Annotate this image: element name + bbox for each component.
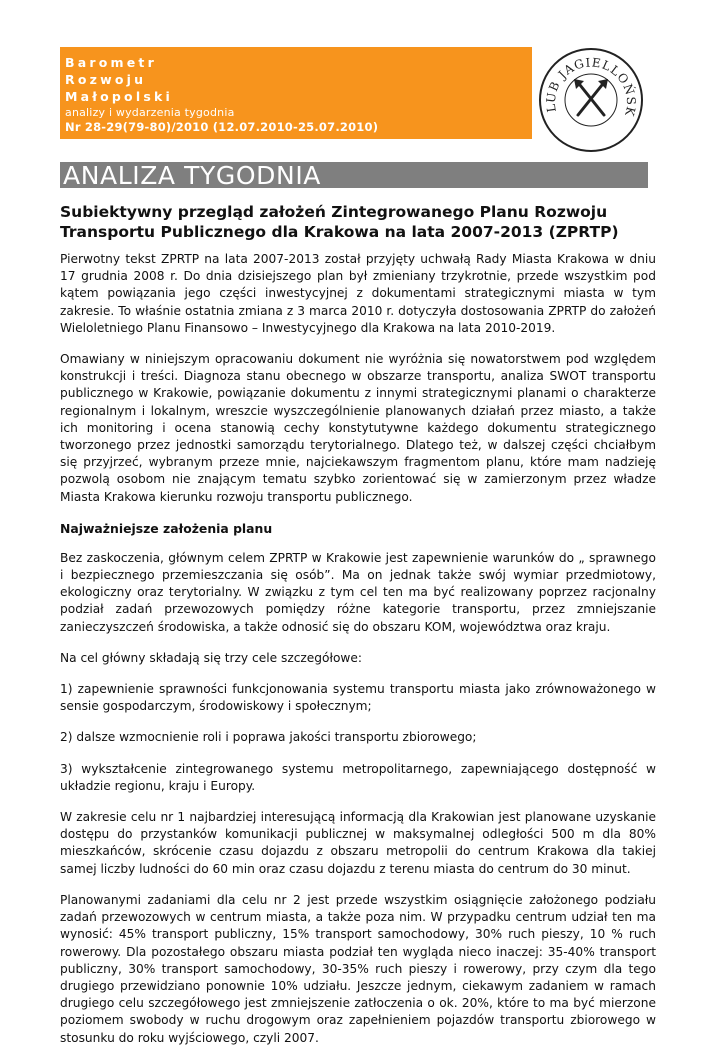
paragraph-1: Pierwotny tekst ZPRTP na lata 2007-2013 został przyjęty uchwałą Rady Miasta Krakowa w dniu 17 grudnia 2008 r. Do dnia dzisiejszego plan był zmieniany trzykrotnie, przede wszystkim pod kątem powiązania jego części inwestycyjnej z dokumentami strategicznymi miasta w tym zakresie. To właśnie ostatnia zmiana z 3 marca 2010 r. dotyczyła dostosowania ZPRTP do założeń Wieloletniego Planu Finansowo – Inwestycyjnego dla Krakowa na lata 2010-2019. (60, 252, 656, 335)
issue-number: Nr 28-29(79-80)/2010 (12.07.2010-25.07.2010) (65, 120, 379, 134)
paragraph-5: W zakresie celu nr 1 najbardziej interesującą informacją dla Krakowian jest planowane uzyskanie dostępu do przystanków komunikacji publicznej w maksymalnej odległości 500 m dla 80% mieszkańców, skrócenie czasu dojazdu z obszaru metropolii do centrum Krakowa dla takiej samej liczby ludności do 60 min oraz czasu dojazdu z terenu miasta do centrum do 30 minut. (60, 810, 656, 876)
brand-line-2: Rozwoju (65, 72, 147, 87)
paragraph-4: Na cel główny składają się trzy cele szczegółowe: (60, 650, 362, 665)
header-subtitle: analizy i wydarzenia tygodnia (65, 106, 235, 119)
banner-text: ANALIZA TYGODNIA (63, 161, 322, 190)
paragraph-2: Omawiany w niniejszym opracowaniu dokument nie wyróżnia się nowatorstwem pod względem konstrukcji i treści. Diagnoza stanu obecnego w obszarze transportu, analiza SWOT transportu publicznego w Krakowie, powiązanie dokumentu z innymi strategicznymi planami o charakterze regionalnym i lokalnym, wreszcie wyszczególnienie planowanych działań przez miasto, a także ich monitoring i ocena stanowią cechy konstytutywne każdego dokumentu strategicznego tworzonego przez jednostki samorządu terytorialnego. Dlatego też, w dalszej części chciałbym się przyjrzeć, wybranym przeze mnie, najciekawszym fragmentom planu, które mam nadzieję pozwolą osobom nie znającym tematu szybko zorientować się w zamierzonym przez władze Miasta Krakowa kierunku rozwoju transportu publicznego. (60, 352, 656, 504)
list-item-2: 2) dalsze wzmocnienie roli i poprawa jakości transportu zbiorowego; (60, 730, 477, 745)
list-item-1: 1) zapewnienie sprawności funkcjonowania systemu transportu miasta jako zrównoważonego w sensie gospodarczym, środowiskowy i społecznym; (60, 682, 656, 714)
brand-line-1: Barometr (65, 55, 157, 70)
logo-emblem-icon (538, 47, 644, 153)
brand-line-3: Małopolski (65, 89, 173, 104)
list-item-3: 3) wykształcenie zintegrowanego systemu metropolitarnego, zapewniającego dostępność w układzie regionu, kraju i Europy. (60, 761, 656, 793)
paragraph-6: Planowanymi zadaniami dla celu nr 2 jest przede wszystkim osiągnięcie założonego podziału zadań przewozowych w centrum miasta, a także poza nim. W przypadku centrum udział ten ma wynosić: 45% transport publiczny, 15% transport samochodowy, 30% ruch pieszy, 10 % ruch rowerowy. Dla pozostałego obszaru miasta podział ten wygląda nieco inaczej: 35-40% transport publiczny, 30% transport samochodowy, 30-35% ruch pieszy i rowerowy, przy czym dla tego drugiego przewidziano ponownie 10% udziału. Jeszcze jednym, ciekawym zadaniem w ramach drugiego celu szczegółowego jest zmniejszenie zatłoczenia o ok. 20%, które to ma być mierzone poziomem swobody w ruchu drogowym oraz zapełnieniem pojazdów transportu zbiorowego w stosunku do roku wyjściowego, czyli 2007. (60, 892, 656, 1045)
article-title: Subiektywny przegląd założeń Zintegrowanego Planu Rozwoju Transportu Publicznego dla Krakowa na lata 2007-2013 (ZPRTP) (60, 203, 619, 241)
section-heading: Najważniejsze założenia planu (60, 520, 273, 536)
logo-text: LUB JAGIELLOŃSK (543, 55, 639, 119)
section-banner (60, 162, 648, 188)
paragraph-3: Bez zaskoczenia, głównym celem ZPRTP w Krakowie jest zapewnienie warunków do „ sprawnego i bezpiecznego przemieszczania się osób”. Ma on jednak także swój wymiar przedmiotowy, ekologiczny oraz terytorialny. W związku z tym cel ten ma być realizowany poprzez racjonalny podział zadań przewozowych pomiędzy różne kategorie transportu, przez zmniejszanie zanieczyszczeń środowiska, a także odnosić się do obszaru KOM, województwa oraz kraju. (60, 550, 656, 634)
article-body (60, 251, 656, 1061)
klub-jagiellonski-logo (538, 47, 644, 153)
header-box (60, 47, 532, 139)
